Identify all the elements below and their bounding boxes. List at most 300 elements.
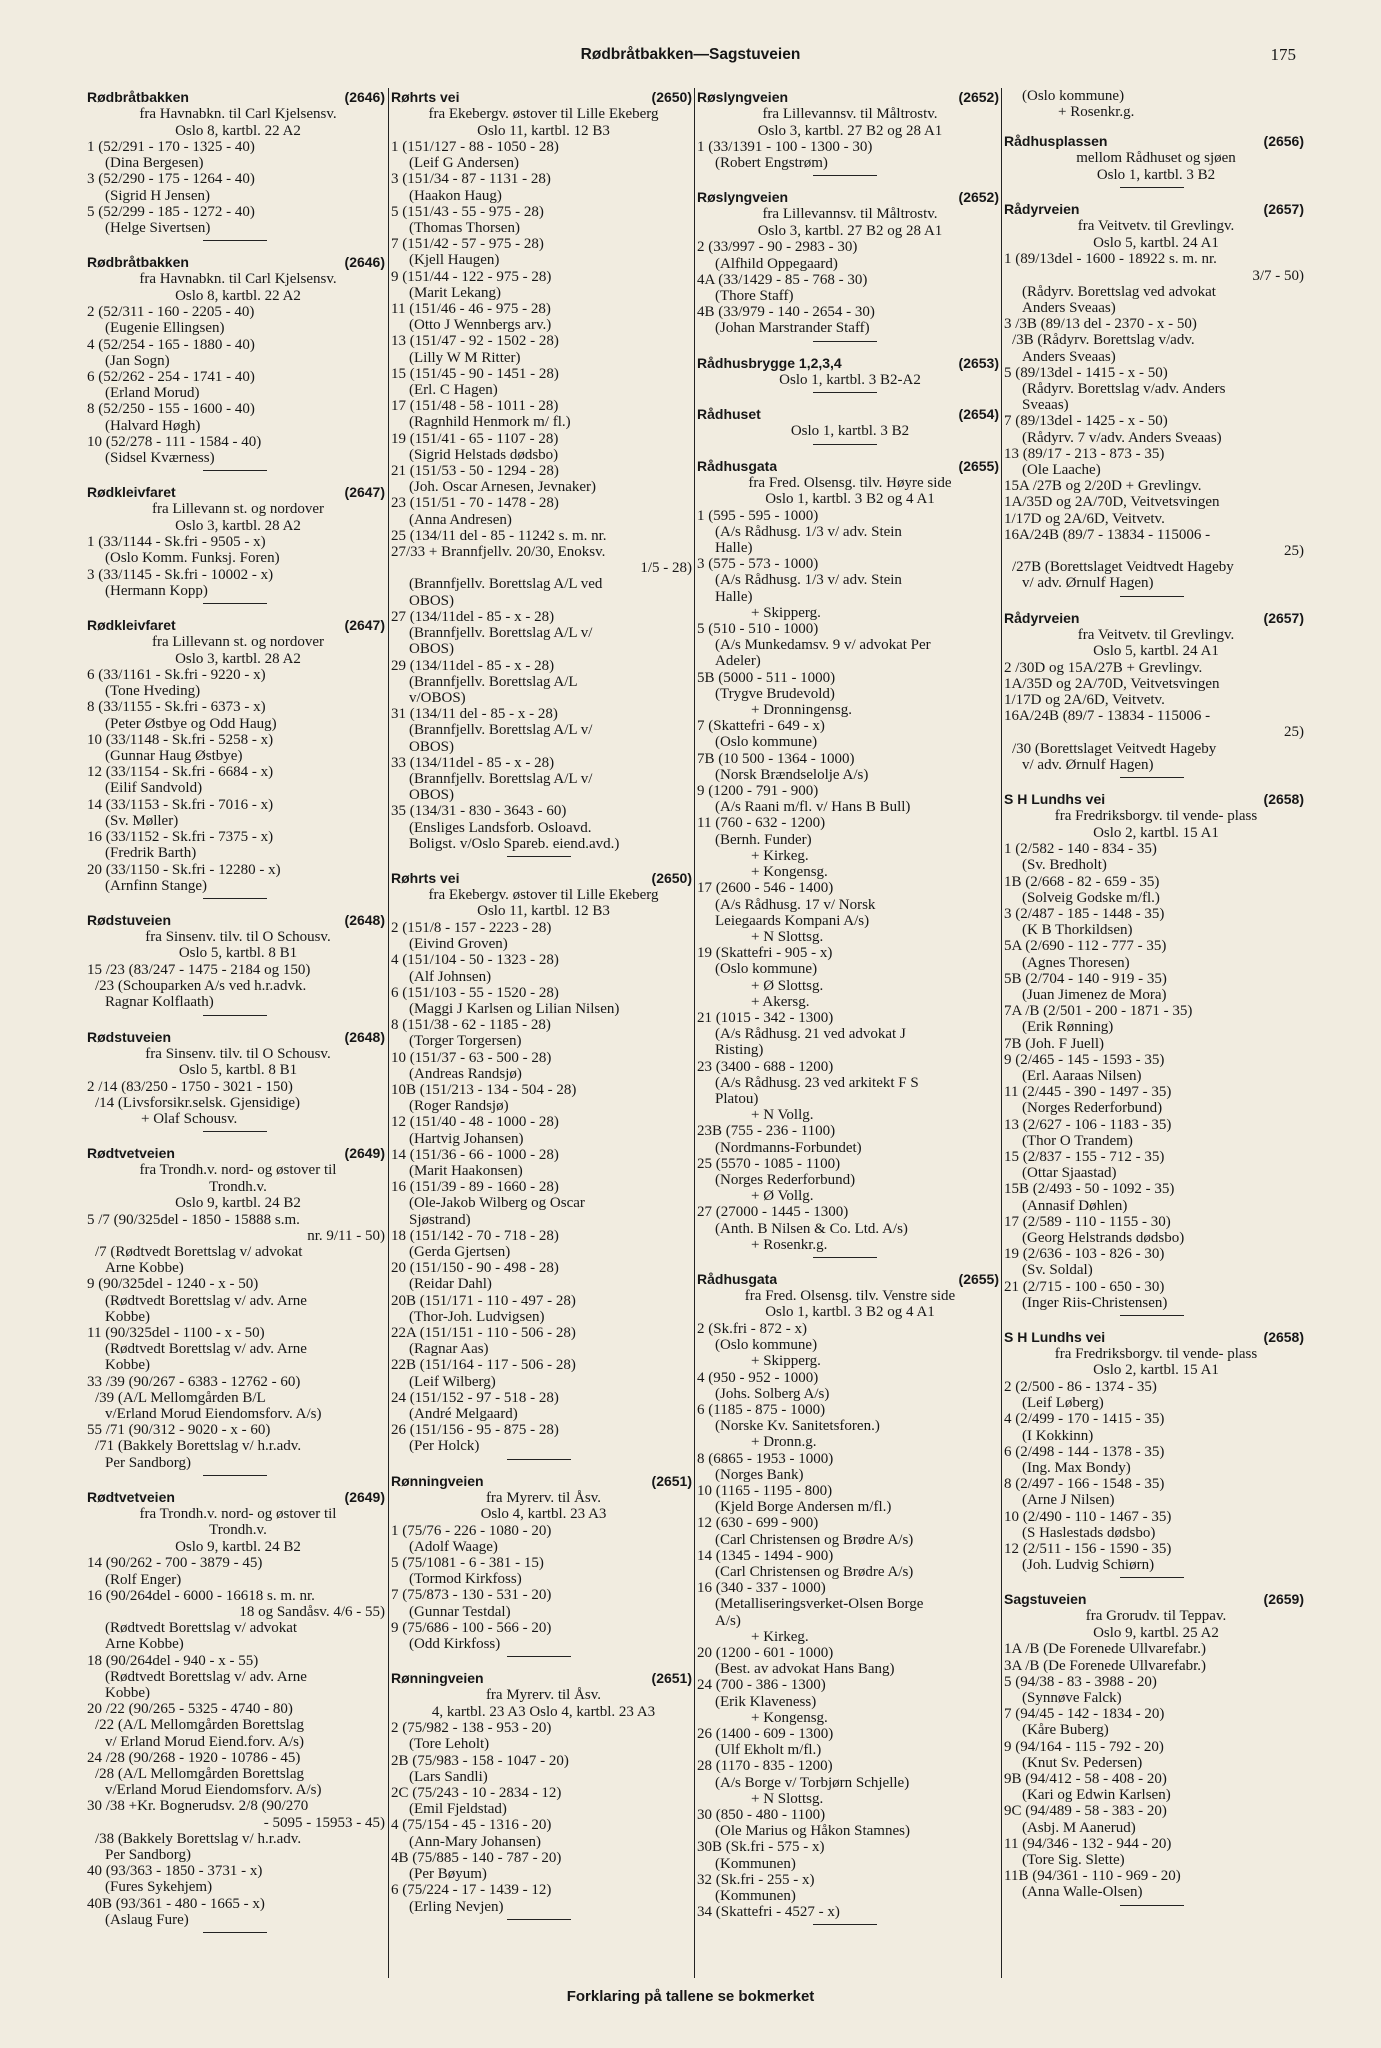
street-code: (2647) [344, 484, 385, 501]
property-line: 5B (2/704 - 140 - 919 - 35) [1004, 970, 1167, 987]
property-line: 6 (151/103 - 55 - 1520 - 28) [391, 984, 559, 1001]
property-line: (Norges Rederforbund) [1022, 1100, 1163, 1117]
property-line: 27 (27000 - 1445 - 1300) [697, 1204, 849, 1221]
column-divider [694, 88, 695, 1978]
street-heading [697, 405, 999, 423]
property-line: 14 (33/1153 - Sk.fri - 7016 - x) [87, 796, 274, 813]
street-description: Oslo 11, kartbl. 12 B3 [477, 122, 610, 139]
property-line: (Eilif Sandvold) [105, 780, 203, 797]
property-line: (Brannfjellv. Borettslag A/L v/ [409, 722, 593, 739]
property-line: (Sv. Soldal) [1022, 1262, 1093, 1279]
cross-street: + Ø Slottsg. [751, 977, 824, 994]
street-code: (2650) [651, 89, 692, 105]
street-name: Røhrts vei [391, 89, 460, 105]
property-line: 11 (760 - 632 - 1200) [697, 815, 826, 832]
street-description: fra Veitvetv. til Grevlingv. [1077, 218, 1235, 235]
street-description: Oslo 5, kartbl. 8 B1 [178, 945, 298, 962]
street-description: 4, kartbl. 23 A3 Oslo 4, kartbl. 23 A3 [431, 1703, 656, 1720]
street-heading [697, 88, 999, 106]
property-line: (Gerda Gjertsen) [409, 1244, 511, 1260]
property-line: v/ adv. Ørnulf Hagen) [1022, 575, 1154, 592]
property-line: 13 (2/627 - 106 - 1183 - 35) [1004, 1116, 1172, 1133]
street-description: fra Trondh.v. nord- og østover til [139, 1162, 337, 1179]
property-line: 2 (151/8 - 157 - 2223 - 28) [391, 919, 552, 936]
column-3 [697, 88, 999, 1978]
street-description: fra Ekebergv. østover til Lille Ekeberg [428, 886, 659, 903]
entry-separator [203, 240, 267, 241]
property-line: Leiegaards Kompani A/s) [715, 912, 870, 929]
property-line: (Anna Walle-Olsen) [1022, 1884, 1143, 1901]
street-name: Rødtvetveien [87, 1145, 175, 1162]
entry-separator [1120, 596, 1184, 597]
property-line: 5A (2/690 - 112 - 777 - 35) [1004, 938, 1167, 955]
property-line: (A/s Rådhusg. 17 v/ Norsk [715, 896, 876, 913]
property-line: (Rådyrv. Borettslag ved advokat [1022, 283, 1216, 300]
property-line: 6 (1185 - 875 - 1000) [697, 1401, 826, 1418]
property-line: (Joh. Ludvig Schiørn) [1022, 1557, 1155, 1574]
property-line: (Per Holck) [409, 1438, 480, 1455]
street-description: fra Lillevannsv. til Måltrostv. [762, 106, 938, 122]
property-line: (Brannfjellv. Borettslag A/L v/ [409, 625, 593, 642]
property-line: (Oslo kommune) [715, 1337, 818, 1354]
property-line: 25) [1284, 724, 1304, 741]
street-heading [87, 1488, 385, 1506]
column-4 [1004, 88, 1304, 1978]
property-line: 11B (94/361 - 110 - 969 - 20) [1004, 1868, 1181, 1885]
entry-separator [1120, 777, 1184, 778]
entry-separator [203, 1015, 267, 1016]
property-line: 14 (1345 - 1494 - 900) [697, 1547, 834, 1564]
property-line: 3/7 - 50) [1252, 267, 1304, 284]
property-line: 8 (6865 - 1953 - 1000) [697, 1450, 834, 1467]
property-line: (Ann-Mary Johansen) [409, 1833, 542, 1850]
street-entry [697, 405, 999, 445]
entry-separator [813, 444, 877, 445]
street-description: fra Sinsenv. tilv. til O Schousv. [145, 928, 331, 945]
property-line: 8 (2/497 - 166 - 1548 - 35) [1004, 1476, 1165, 1493]
street-description: Trondh.v. [209, 1178, 267, 1195]
street-code: (2650) [651, 869, 692, 886]
property-line: 10 (2/490 - 110 - 1467 - 35) [1004, 1508, 1172, 1525]
street-description: fra Fredriksborgv. til vende- plass [1054, 808, 1258, 825]
property-line: (Norsk Brændselolje A/s) [715, 766, 869, 783]
street-heading [87, 1028, 385, 1046]
street-code: (2657) [1263, 201, 1304, 218]
cross-street: + Kongensg. [751, 1709, 828, 1726]
property-line: 24 (700 - 386 - 1300) [697, 1677, 826, 1694]
property-line: (Dina Bergesen) [105, 155, 204, 172]
street-code: (2649) [344, 1488, 385, 1505]
property-line: 2B (75/983 - 158 - 1047 - 20) [391, 1752, 569, 1769]
street-name: Rådhusgata [697, 457, 778, 474]
street-heading [87, 88, 385, 106]
street-name: Rønningveien [391, 1472, 484, 1489]
property-line: /3B (Rådyrv. Borettslag v/adv. [1012, 332, 1195, 349]
street-description: fra Lillevann st. og nordover [151, 501, 325, 518]
street-heading [87, 616, 385, 634]
street-name: Rådhuset [697, 406, 761, 423]
street-code: (2655) [958, 457, 999, 474]
property-line: 17 (151/48 - 58 - 1011 - 28) [391, 398, 559, 415]
property-line: Risting) [715, 1042, 764, 1059]
property-line: (Oslo kommune) [715, 734, 818, 751]
property-line: 14 (90/262 - 700 - 3879 - 45) [87, 1555, 263, 1572]
property-line: (Lars Sandli) [409, 1768, 488, 1785]
street-entry [1004, 88, 1304, 120]
street-code: (2648) [344, 1028, 385, 1045]
street-name: Rådhusplassen [1004, 133, 1108, 150]
property-line: 11 (90/325del - 1100 - x - 50) [87, 1325, 265, 1342]
property-line: (Erik Rønning) [1022, 1019, 1114, 1036]
property-line: 5 (151/43 - 55 - 975 - 28) [391, 203, 544, 220]
property-line: (Brannfjellv. Borettslag A/L v/ [409, 770, 593, 787]
property-line: (Tore Sig. Slette) [1022, 1852, 1125, 1869]
property-line: 9 (151/44 - 122 - 975 - 28) [391, 268, 552, 285]
property-line: 6 (2/498 - 144 - 1378 - 35) [1004, 1443, 1165, 1460]
street-description: Oslo 2, kartbl. 15 A1 [1093, 1362, 1219, 1379]
property-line: (Kommunen) [715, 1855, 796, 1872]
street-heading [87, 911, 385, 929]
street-description: Oslo 8, kartbl. 22 A2 [175, 122, 301, 139]
street-entry [697, 354, 999, 394]
property-line: Per Sandborg) [105, 1847, 191, 1864]
property-line: (Rødtvedt Borettslag v/ adv. Arne [105, 1292, 307, 1309]
property-line: 2C (75/243 - 10 - 2834 - 12) [391, 1785, 562, 1802]
property-line: (Joh. Oscar Arnesen, Jevnaker) [409, 479, 597, 496]
property-line: 24 /28 (90/268 - 1920 - 10786 - 45) [87, 1749, 301, 1766]
property-line: (Rådyrv. 7 v/adv. Anders Sveaas) [1022, 429, 1222, 446]
property-line: 20 /22 (90/265 - 5325 - 4740 - 80) [87, 1701, 293, 1718]
property-line: 16A/24B (89/7 - 13834 - 115006 - [1004, 526, 1211, 543]
street-heading [1004, 200, 1304, 218]
property-line: (A/s Rådhusg. 23 ved arkitekt F S [715, 1074, 919, 1091]
property-line: - 5095 - 15953 - 45) [263, 1814, 385, 1831]
property-line: (Leif Wilberg) [409, 1373, 496, 1390]
street-description: fra Fredriksborgv. til vende- plass [1054, 1345, 1258, 1362]
property-line: 12 (33/1154 - Sk.fri - 6684 - x) [87, 764, 274, 781]
property-line: (Sidsel Kværness) [105, 450, 215, 467]
street-description: Oslo 11, kartbl. 12 B3 [477, 903, 610, 920]
property-line: 4 (52/254 - 165 - 1880 - 40) [87, 336, 255, 353]
entry-separator [813, 1257, 877, 1258]
property-line: Kobbe) [105, 1357, 150, 1374]
property-line: (Peter Østbye og Odd Haug) [105, 715, 277, 732]
cross-street: + Skipperg. [751, 604, 821, 621]
property-line: (Thor O Trandem) [1022, 1132, 1133, 1149]
street-description: fra Trondh.v. nord- og østover til [139, 1505, 337, 1522]
street-heading [391, 1472, 692, 1490]
property-line: /14 (Livsforsikr.selsk. Gjensidige) [95, 1094, 300, 1111]
street-description: Oslo 3, kartbl. 27 B2 og 28 A1 [757, 222, 943, 239]
street-entry [697, 188, 999, 341]
property-line: (Norges Rederforbund) [715, 1171, 856, 1188]
property-line: (Halvard Høgh) [105, 417, 201, 434]
street-description: Oslo 8, kartbl. 22 A2 [175, 287, 301, 304]
property-line: 2 (52/311 - 160 - 2205 - 40) [87, 304, 255, 321]
property-line: 1 (33/1391 - 100 - 1300 - 30) [697, 139, 873, 155]
property-line: (Gunnar Haug Østbye) [105, 748, 243, 765]
property-line: 3 (151/34 - 87 - 1131 - 28) [391, 171, 551, 188]
property-line: (Norske Kv. Sanitetsforen.) [715, 1418, 880, 1435]
cross-street: + N Vollg. [751, 1107, 814, 1124]
column-divider [388, 88, 389, 1978]
street-heading [1004, 1590, 1304, 1608]
property-line: 22B (151/164 - 117 - 506 - 28) [391, 1357, 576, 1374]
property-line: 15 /23 (83/247 - 1475 - 2184 og 150) [87, 961, 311, 978]
property-line: (Georg Helstrands dødsbo) [1022, 1229, 1185, 1246]
street-description: fra Myrerv. til Åsv. [485, 1489, 602, 1506]
property-line: (Erling Nevjen) [409, 1898, 504, 1915]
cross-street: + Olaf Schousv. [141, 1110, 238, 1127]
property-line: 7B (10 500 - 1364 - 1000) [697, 750, 855, 767]
street-description: Oslo 1, kartbl. 3 B2-A2 [779, 371, 921, 388]
property-line: 1A/35D og 2A/70D, Veitvetsvingen [1004, 494, 1220, 511]
property-line: (Alf Johnsen) [409, 968, 492, 985]
property-line: 7 (75/873 - 130 - 531 - 20) [391, 1587, 552, 1604]
property-line: 2 (33/997 - 90 - 2983 - 30) [697, 239, 858, 256]
property-line: 4A (33/1429 - 85 - 768 - 30) [697, 271, 868, 288]
property-line: 3A /B (De Forenede Ullvarefabr.) [1004, 1657, 1207, 1674]
entry-separator [813, 341, 877, 342]
property-line: (Ragnar Aas) [409, 1341, 489, 1358]
street-code: (2657) [1263, 609, 1304, 626]
street-description: Oslo 3, kartbl. 27 B2 og 28 A1 [757, 122, 943, 139]
street-code: (2654) [958, 406, 999, 423]
property-line: 18 (90/264del - 940 - x - 55) [87, 1652, 259, 1669]
property-line: /39 (A/L Mellomgården B/L [95, 1389, 266, 1406]
property-line: 17 (2/589 - 110 - 1155 - 30) [1004, 1213, 1171, 1230]
entry-separator [203, 1475, 267, 1476]
property-line: 5B (5000 - 511 - 1000) [697, 669, 836, 686]
property-line: (Torger Torgersen) [409, 1033, 522, 1050]
street-code: (2655) [958, 1270, 999, 1287]
property-line: 9 (90/325del - 1240 - x - 50) [87, 1276, 259, 1293]
property-line: 25) [1284, 543, 1304, 560]
property-line: 23 (3400 - 688 - 1200) [697, 1058, 834, 1075]
street-description: fra Lillevann st. og nordover [151, 634, 325, 651]
street-entry [87, 1488, 385, 1933]
property-line: (Brannfjellv. Borettslag A/L ved [409, 576, 603, 593]
property-line: (Leif G Andersen) [409, 155, 519, 172]
property-line: (Gunnar Testdal) [409, 1603, 511, 1620]
property-line: (Kari og Edwin Karlsen) [1022, 1787, 1171, 1804]
street-heading [1004, 609, 1304, 627]
property-line: 1 (33/1144 - Sk.fri - 9505 - x) [87, 534, 266, 551]
property-line: (Erland Morud) [105, 385, 200, 402]
street-name: Rådyrveien [1004, 201, 1080, 218]
property-line: (Alfhild Oppegaard) [715, 255, 838, 272]
street-description: Oslo 4, kartbl. 23 A3 [480, 1506, 607, 1523]
property-line: 3 (2/487 - 185 - 1448 - 35) [1004, 905, 1165, 922]
property-line: 23 (151/51 - 70 - 1478 - 28) [391, 495, 559, 512]
property-line: 26 (151/156 - 95 - 875 - 28) [391, 1422, 559, 1439]
street-description: fra Sinsenv. tilv. til O Schousv. [145, 1045, 331, 1062]
entry-separator [203, 470, 267, 471]
property-line: (Oslo kommune) [715, 961, 818, 978]
page-number: 175 [1270, 45, 1296, 64]
property-line: (A/s Rådhusg. 21 ved advokat J [715, 1026, 906, 1043]
street-description: Oslo 1, kartbl. 3 B2 og 4 A1 [765, 1304, 935, 1321]
street-code: (2646) [344, 89, 385, 105]
property-line: 4 (950 - 952 - 1000) [697, 1369, 819, 1386]
property-line: (Rødtvedt Borettslag v/ advokat [105, 1620, 298, 1637]
property-line: (Juan Jimenez de Mora) [1022, 986, 1167, 1003]
street-heading [391, 1669, 692, 1687]
entry-separator [507, 1656, 571, 1657]
property-line: 16 (90/264del - 6000 - 16618 s. m. nr. [87, 1587, 315, 1604]
property-line: Sveaas) [1022, 397, 1069, 414]
street-description: Trondh.v. [209, 1522, 267, 1539]
property-line: (Kommunen) [715, 1888, 796, 1905]
street-description: Oslo 5, kartbl. 8 B1 [178, 1062, 298, 1079]
cross-street: + Kirkeg. [751, 1628, 809, 1645]
street-name: Rødstuveien [87, 911, 172, 928]
property-line: 1 (75/76 - 226 - 1080 - 20) [391, 1522, 552, 1539]
property-line: OBOS) [409, 787, 455, 804]
property-line: Per Sandborg) [105, 1454, 191, 1471]
property-line: 40 (93/363 - 1850 - 3731 - x) [87, 1863, 263, 1880]
property-line: (Kjell Haugen) [409, 252, 500, 269]
property-line: (Solveig Godske m/fl.) [1022, 889, 1160, 906]
property-line: (Arne J Nilsen) [1022, 1492, 1115, 1509]
property-line: 30B (Sk.fri - 575 - x) [697, 1839, 825, 1856]
property-line: 4 (75/154 - 45 - 1316 - 20) [391, 1817, 552, 1834]
property-line: (Erik Klaveness) [715, 1693, 817, 1710]
street-name: Rødtvetveien [87, 1488, 175, 1505]
street-code: (2646) [344, 254, 385, 271]
cross-street: + Skipperg. [751, 1353, 821, 1370]
street-entry [87, 253, 385, 471]
property-line: OBOS) [409, 738, 455, 755]
property-line: (Erl. C Hagen) [409, 382, 498, 399]
property-line: 1 (151/127 - 88 - 1050 - 28) [391, 139, 559, 155]
property-line: (Odd Kirkfoss) [409, 1636, 501, 1653]
entry-separator [813, 1924, 877, 1925]
entry-separator [507, 1459, 571, 1460]
property-line: 12 (630 - 699 - 900) [697, 1515, 819, 1532]
street-description: fra Ekebergv. østover til Lille Ekeberg [428, 106, 659, 122]
property-line: 55 /71 (90/312 - 9020 - x - 60) [87, 1422, 271, 1439]
property-line: v/ Erland Morud Eiend.forv. A/s) [105, 1733, 304, 1750]
property-line: 6 (52/262 - 254 - 1741 - 40) [87, 369, 255, 386]
property-line: (Marit Lekang) [409, 284, 502, 301]
property-line: 23B (755 - 236 - 1100) [697, 1123, 836, 1140]
property-line: 15 (151/45 - 90 - 1451 - 28) [391, 365, 559, 382]
property-line: A/s) [715, 1612, 741, 1629]
property-line: (Jan Sogn) [105, 352, 170, 369]
entry-separator [1120, 187, 1184, 188]
property-line: 27 (134/11del - 85 - x - 28) [391, 608, 555, 625]
street-description: fra Havnabkn. til Carl Kjelsensv. [139, 271, 337, 288]
street-name: Røhrts vei [391, 869, 460, 886]
street-description: fra Veitvetv. til Grevlingv. [1077, 626, 1235, 643]
property-line: 2 (75/982 - 138 - 953 - 20) [391, 1720, 552, 1737]
street-entry [391, 869, 692, 1460]
property-line: (Tone Hveding) [105, 683, 201, 700]
property-line: (Fures Sykehjem) [105, 1879, 213, 1896]
street-code: (2651) [651, 1670, 692, 1687]
property-line: (A/s Borge v/ Torbjørn Schjelle) [715, 1774, 910, 1791]
property-line: (Sv. Møller) [105, 812, 179, 829]
property-line: (Trygve Brudevold) [715, 685, 835, 702]
street-name: Rådhusgata [697, 1270, 778, 1287]
property-line: (Thor-Joh. Ludvigsen) [409, 1308, 545, 1325]
property-line: (Anna Andresen) [409, 511, 512, 528]
entry-separator [203, 1932, 267, 1933]
property-line: 4 (2/499 - 170 - 1415 - 35) [1004, 1411, 1165, 1428]
street-name: Røslyngveien [697, 89, 789, 105]
property-line: 15 (2/837 - 155 - 712 - 35) [1004, 1148, 1165, 1165]
property-line: (Sigrid H Jensen) [105, 187, 210, 204]
street-entry [87, 911, 385, 1016]
property-line: (Marit Haakonsen) [409, 1162, 523, 1179]
property-line: 19 (2/636 - 103 - 826 - 30) [1004, 1246, 1165, 1263]
street-code: (2658) [1263, 791, 1304, 808]
property-line: 33 /39 (90/267 - 6383 - 12762 - 60) [87, 1373, 301, 1390]
street-description: fra Fred. Olsensg. tilv. Venstre side [744, 1287, 956, 1304]
cross-street: + Ø Vollg. [751, 1188, 814, 1205]
property-line: 13 (151/47 - 92 - 1502 - 28) [391, 333, 559, 350]
street-entry [697, 457, 999, 1258]
property-line: Kobbe) [105, 1308, 150, 1325]
property-line: 1 (89/13del - 1600 - 18922 s. m. nr. [1004, 251, 1217, 268]
street-entry [87, 1028, 385, 1133]
street-code: (2649) [344, 1145, 385, 1162]
property-line: 5 (89/13del - 1415 - x - 50) [1004, 364, 1168, 381]
property-line: (Lilly W M Ritter) [409, 349, 521, 366]
property-line: (Erl. Aaraas Nilsen) [1022, 1067, 1142, 1084]
property-line: (André Melgaard) [409, 1406, 518, 1423]
property-line: 34 (Skattefri - 4527 - x) [697, 1904, 840, 1921]
property-line: (Leif Løberg) [1022, 1395, 1104, 1412]
property-line: v/Erland Morud Eiendomsforv. A/s) [105, 1782, 322, 1799]
property-line: 9 (2/465 - 145 - 1593 - 35) [1004, 1051, 1165, 1068]
property-line: 16 (33/1152 - Sk.fri - 7375 - x) [87, 829, 274, 846]
street-entry [87, 483, 385, 604]
property-line: 32 (Sk.fri - 255 - x) [697, 1871, 815, 1888]
property-line: /23 (Schouparken A/s ved h.r.advk. [95, 978, 307, 995]
street-description: Oslo 9, kartbl. 25 A2 [1093, 1624, 1219, 1641]
entry-separator [203, 1131, 267, 1132]
property-line: 1/5 - 28) [640, 560, 692, 577]
property-line: 8 (52/250 - 155 - 1600 - 40) [87, 401, 255, 418]
property-line: (Ragnhild Henmork m/ fl.) [409, 414, 571, 431]
property-line: 10 (1165 - 1195 - 800) [697, 1483, 833, 1499]
street-entry [87, 88, 385, 241]
property-line: (Hartvig Johansen) [409, 1130, 524, 1147]
street-heading [87, 1144, 385, 1162]
property-line: 21 (2/715 - 100 - 650 - 30) [1004, 1278, 1165, 1295]
property-line: 7A /B (2/501 - 200 - 1871 - 35) [1004, 1003, 1193, 1020]
street-description: Oslo 3, kartbl. 28 A2 [175, 650, 301, 667]
property-line: v/Erland Morud Eiendomsforv. A/s) [105, 1406, 322, 1423]
cross-street: + N Slottsg. [751, 928, 824, 945]
street-description: Oslo 5, kartbl. 24 A1 [1093, 234, 1219, 251]
street-name: S H Lundhs vei [1004, 1328, 1106, 1345]
property-line: 18 og Sandåsv. 4/6 - 55) [239, 1603, 385, 1620]
street-code: (2652) [958, 89, 999, 105]
cross-street: + Dronn.g. [751, 1434, 817, 1451]
property-line: (Rødtvedt Borettslag v/ adv. Arne [105, 1341, 307, 1358]
property-line: 3 /3B (89/13 del - 2370 - x - 50) [1004, 316, 1197, 333]
property-line: 9C (94/489 - 58 - 383 - 20) [1004, 1803, 1167, 1820]
property-line: (Tore Leholt) [409, 1736, 490, 1753]
property-line: Platou) [715, 1090, 759, 1107]
column-1 [87, 88, 385, 1978]
property-line: (Oslo Komm. Funksj. Foren) [105, 550, 280, 567]
cross-street: + Kirkeg. [751, 847, 809, 864]
property-line: 5 /7 (90/325del - 1850 - 15888 s.m. [87, 1211, 300, 1228]
